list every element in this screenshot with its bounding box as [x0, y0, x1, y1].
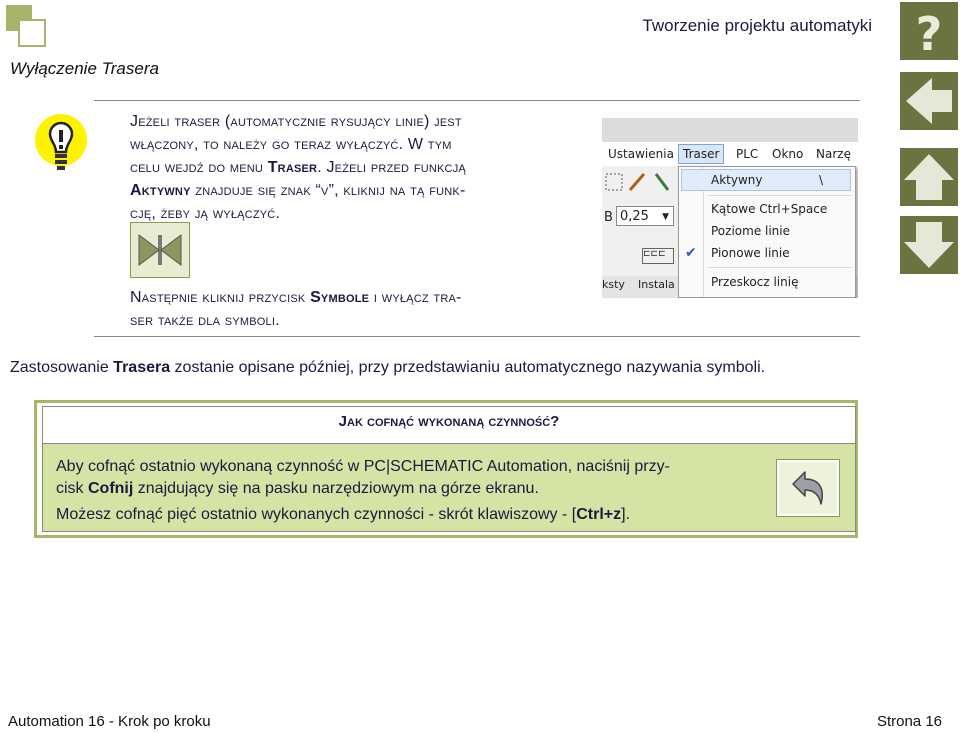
note-text-2	[130, 286, 570, 332]
lightbulb-icon	[32, 112, 90, 180]
menu-item-przeskocz[interactable]: Przeskocz linię	[711, 275, 799, 289]
button-name-cofnij: Cofnij	[88, 480, 134, 497]
term-traser: Trasera	[113, 359, 171, 376]
usage-paragraph: Zastosowanie Trasera zostanie opisane później, przy przedstawianiu automatycznego nazywania symboli.	[10, 359, 766, 376]
back-button[interactable]	[900, 72, 958, 130]
shortcut-ctrl-z: Ctrl+z	[576, 506, 622, 523]
logo-square-outline	[18, 19, 46, 47]
menu-okno[interactable]: Okno	[772, 147, 804, 161]
note-line: celu wejdź do menu Traser. Jeżeli przed funkcją	[130, 159, 466, 176]
menu-item-katowe[interactable]: Kątowe Ctrl+Space	[711, 202, 828, 216]
note-line: włączony, to należy go teraz wyłączyć. W tym	[130, 136, 452, 153]
tip-heading: Jak cofnąć wykonaną czynność?	[338, 413, 560, 430]
component-icon: ⊏⊏⊏	[642, 248, 674, 264]
divider	[94, 336, 860, 337]
traser-dropdown	[678, 166, 856, 298]
down-button[interactable]	[900, 216, 958, 274]
toolbar-icons	[604, 170, 674, 200]
arrow-left-icon	[900, 72, 958, 130]
tip-line: Aby cofnąć ostatnio wykonaną czynność w PC|SCHEMATIC Automation, naciśnij przy-	[56, 458, 670, 475]
note-line: Następnie kliknij przycisk Symbole i wyłącz tra-	[130, 289, 462, 306]
undo-icon	[777, 460, 839, 516]
tip-text	[56, 456, 776, 526]
menu-traser[interactable]: Traser	[678, 144, 724, 164]
note-line: Aktywny znajduje się znak “v”, kliknij na tą funk-	[130, 182, 466, 199]
tab-teksty[interactable]: ksty	[602, 278, 625, 291]
menu-item-label: Aktywny	[711, 173, 763, 187]
divider	[94, 100, 860, 101]
note-text	[130, 110, 570, 225]
menu-item-poziome[interactable]: Poziome linie	[711, 224, 791, 238]
width-label: B	[604, 210, 613, 225]
menu-ustawienia[interactable]: Ustawienia	[608, 147, 674, 161]
section-title: Wyłączenie Trasera	[10, 59, 159, 78]
tab-instalacje[interactable]: Instala	[638, 278, 675, 291]
checkmark-icon: ✔	[685, 245, 697, 261]
help-icon	[900, 2, 958, 60]
note-line: Jeżeli traser (automatycznie rysujący linie) jest	[130, 113, 462, 130]
note-line: cję, żeby ją wyłączyć.	[130, 205, 281, 222]
menu-bar	[602, 142, 858, 166]
footer-left: Automation 16 - Krok po kroku	[8, 713, 211, 730]
menu-plc[interactable]: PLC	[736, 147, 759, 161]
tip-line: Możesz cofnąć pięć ostatnio wykonanych czynności - skrót klawiszowy - [Ctrl+z].	[56, 506, 630, 523]
symbols-icon	[131, 223, 189, 277]
menu-item-pionowe[interactable]: Pionowe linie	[711, 246, 790, 260]
symbols-button[interactable]	[130, 222, 190, 278]
line-width-select[interactable]: 0,25 ▼	[616, 206, 674, 226]
button-name-symbole: Symbole	[310, 289, 370, 306]
page-header-title: Tworzenie projektu automatyki	[642, 16, 872, 35]
footer-page-number: Strona 16	[876, 713, 942, 730]
tip-line: cisk Cofnij znajdujący się na pasku narzędziowym na górze ekranu.	[56, 480, 539, 497]
menu-item-aktywny[interactable]	[681, 169, 851, 191]
menu-narzedzia[interactable]: Narzę	[816, 147, 851, 161]
traser-menu-screenshot	[602, 118, 858, 298]
help-button[interactable]	[900, 2, 958, 60]
undo-button[interactable]	[776, 459, 840, 517]
arrow-up-icon	[900, 148, 958, 206]
shortcut-label: \	[819, 173, 824, 187]
svg-text:?: ?	[915, 7, 943, 60]
up-button[interactable]	[900, 148, 958, 206]
arrow-down-icon	[900, 216, 958, 274]
menu-name-traser: Traser	[267, 159, 318, 176]
function-name-aktywny: Aktywny	[130, 182, 191, 199]
note-line: ser także dla symboli.	[130, 312, 280, 329]
